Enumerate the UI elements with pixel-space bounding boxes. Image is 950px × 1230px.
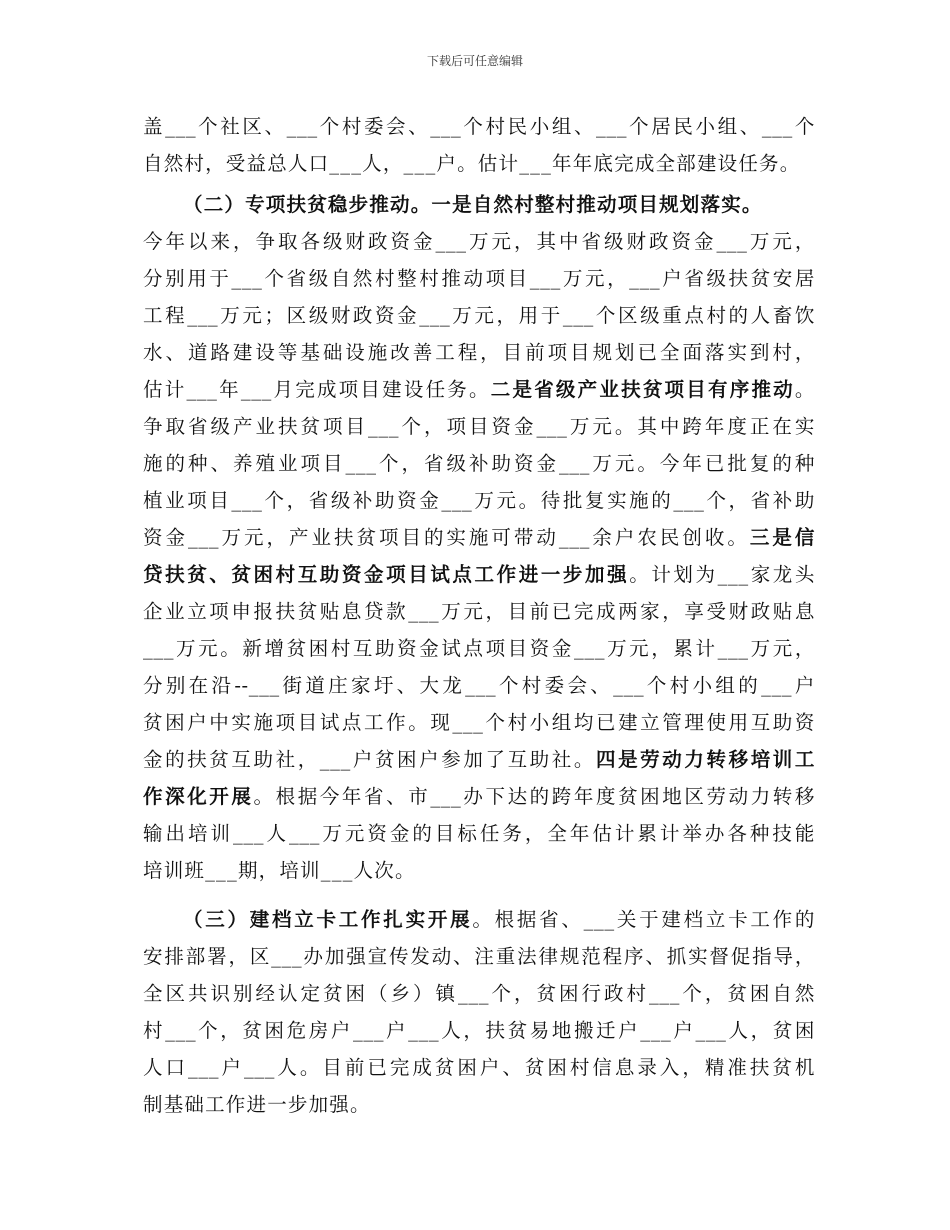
text-line: 人口___户___人。目前已完成贫困户、贫困村信息录入，精准扶贫机 <box>143 1056 815 1079</box>
document-body <box>143 108 815 1127</box>
text-line: 争取省级产业扶贫项目___个，项目资金___万元。其中跨年度正在实 <box>143 415 815 438</box>
text-line: 安排部署，区___办加强宣传发动、注重法律规范程序、抓实督促指导， <box>143 945 815 968</box>
text-line: 植业项目___个，省级补助资金___万元。待批复实施的___个，省补助 <box>143 489 815 512</box>
text-line: 分别在沿--___街道庄家圩、大龙___个村委会、___个村小组的___户 <box>143 674 815 697</box>
text-line: 施的种、养殖业项目___个，省级补助资金___万元。今年已批复的种 <box>143 452 815 475</box>
text-line: 培训班___期，培训___人次。 <box>143 859 416 882</box>
page-header: 下载后可任意编辑 <box>426 54 523 68</box>
text-line: 资金___万元，产业扶贫项目的实施可带动___余户农民创收。三是信 <box>143 526 815 549</box>
text-line: ___万元。新增贫困村互助资金试点项目资金___万元，累计___万元， <box>143 637 815 660</box>
text-line: 自然村，受益总人口___人，___户。估计___年年底完成全部建设任务。 <box>143 152 801 175</box>
text-line: 贷扶贫、贫困村互助资金项目试点工作进一步加强。计划为___家龙头 <box>143 563 815 586</box>
paragraph-filing <box>143 901 815 1123</box>
text-line: 工程___万元；区级财政资金___万元，用于___个区级重点村的人畜饮 <box>143 304 815 327</box>
text-line: 作深化开展。根据今年省、市___办下达的跨年度贫困地区劳动力转移 <box>143 785 815 808</box>
text-line: 分别用于___个省级自然村整村推动项目___万元，___户省级扶贫安居 <box>143 267 815 290</box>
text-line: 输出培训___人___万元资金的目标任务，全年估计累计举办各种技能 <box>143 822 815 845</box>
text-line: 企业立项申报扶贫贴息贷款___万元，目前已完成两家，享受财政贴息 <box>143 600 815 623</box>
text-line: 水、道路建设等基础设施改善工程，目前项目规划已全面落实到村， <box>143 341 815 364</box>
section-heading-3: （三）建档立卡工作扎实开展。根据省、___关于建档立卡工作的 <box>183 908 815 931</box>
paragraph-special-poverty <box>143 186 815 889</box>
text-line: 盖___个社区、___个村委会、___个村民小组、___个居民小组、___个 <box>143 115 815 138</box>
paragraph-coverage <box>143 108 815 182</box>
text-line: 村___个，贫困危房户___户___人，扶贫易地搬迁户___户___人，贫困 <box>143 1019 815 1042</box>
text-line: 今年以来，争取各级财政资金___万元，其中省级财政资金___万元， <box>143 230 815 253</box>
paragraph-gap <box>143 893 815 901</box>
text-line: 贫困户中实施项目试点工作。现___个村小组均已建立管理使用互助资 <box>143 711 815 734</box>
section-heading-2: （二）专项扶贫稳步推动。一是自然村整村推动项目规划落实。 <box>183 193 763 216</box>
text-line: 全区共识别经认定贫困（乡）镇___个，贫困行政村___个，贫困自然 <box>143 982 815 1005</box>
text-line: 制基础工作进一步加强。 <box>143 1093 371 1116</box>
text-line: 估计___年___月完成项目建设任务。二是省级产业扶贫项目有序推动。 <box>143 378 816 401</box>
text-line: 金的扶贫互助社，___户贫困户参加了互助社。四是劳动力转移培训工 <box>143 748 815 771</box>
